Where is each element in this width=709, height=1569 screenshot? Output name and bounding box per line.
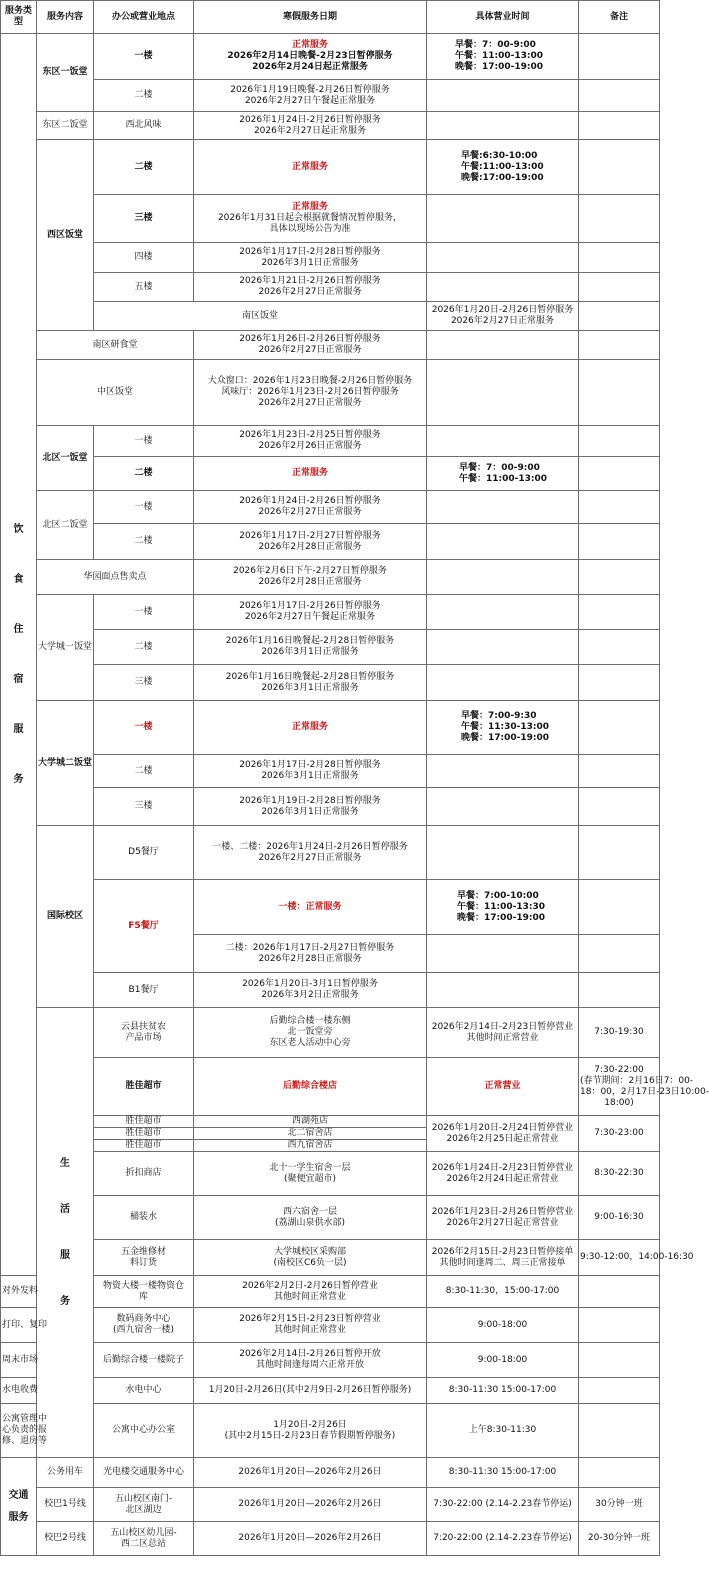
car-date: 2026年1月20日—2026年2月26日 bbox=[194, 1458, 427, 1488]
note-cell bbox=[579, 112, 660, 140]
table-row bbox=[1, 524, 660, 560]
intl-f5-date-1: 一楼：正常服务 bbox=[194, 880, 427, 935]
apartment-date: 1月20日-2月26日 (其中2月15日-2月23日春节假期暂停服务) bbox=[194, 1404, 427, 1458]
utility-date: 1月20日-2月26日(其中2月9日-2月26日暂停服务) bbox=[194, 1378, 427, 1404]
market-name: 云县扶贫农 产品市场 bbox=[94, 1008, 194, 1058]
east1-f1-date: 正常服务 2026年2月14日晚餐-2月23日暂停服务 2026年2月24日起正常服务 bbox=[194, 34, 427, 80]
bus1-name: 校巴1号线 bbox=[37, 1488, 94, 1522]
intl-hours: 早餐：7:00-10:00 午餐：11:00-13:30 晚餐：17:00-19:00 bbox=[427, 880, 579, 935]
water-time: 9:00-16:30 bbox=[579, 1196, 660, 1240]
east1-name: 东区一饭堂 bbox=[37, 34, 94, 112]
east1-f2-place: 二楼 bbox=[94, 80, 194, 112]
table-row bbox=[1, 560, 660, 595]
time-cell bbox=[427, 755, 579, 788]
note-cell bbox=[579, 491, 660, 524]
discount-time: 8:30-22:30 bbox=[579, 1152, 660, 1196]
table-row bbox=[1, 595, 660, 630]
shengjia1-name: 胜佳超市 bbox=[94, 1058, 194, 1116]
time-cell bbox=[427, 665, 579, 701]
note-cell bbox=[579, 826, 660, 880]
table-row bbox=[1, 1196, 660, 1240]
note-cell bbox=[579, 935, 660, 973]
time-cell bbox=[427, 273, 579, 302]
uc2-f2-place: 二楼 bbox=[94, 755, 194, 788]
west-f5-place: 五楼 bbox=[94, 273, 194, 302]
hardware-date: 2026年2月15日-2月23日暂停接单 其他时间逢周二、周三正常接单 bbox=[427, 1240, 579, 1276]
uc1-f1-place: 一楼 bbox=[94, 595, 194, 630]
bus2-name: 校巴2号线 bbox=[37, 1522, 94, 1556]
discount-place: 北十一学生宿舍一层 (聚便宜超市) bbox=[194, 1152, 427, 1196]
weekend-place: 后勤综合楼一楼院子 bbox=[94, 1343, 194, 1378]
water-date: 2026年1月23日-2月26日暂停营业 2026年2月27日起正常营业 bbox=[427, 1196, 579, 1240]
west-f2-date: 正常服务 bbox=[194, 140, 427, 195]
header-type: 服务类型 bbox=[1, 1, 37, 34]
car-time: 8:30-11:30 15:00-17:00 bbox=[427, 1458, 579, 1488]
shengjia2-name: 胜佳超市 bbox=[94, 1116, 194, 1128]
car-name: 公务用车 bbox=[37, 1458, 94, 1488]
note-cell bbox=[579, 1343, 660, 1378]
table-row bbox=[1, 1522, 660, 1556]
bus1-note: 30分钟一班 bbox=[579, 1488, 660, 1522]
uc1-f3-place: 三楼 bbox=[94, 665, 194, 701]
category-traffic: 交通 服务 bbox=[1, 1458, 37, 1556]
uc1-name: 大学城一饭堂 bbox=[37, 595, 94, 701]
note-cell bbox=[579, 755, 660, 788]
shengjia3-time: 7:30-23:00 bbox=[579, 1116, 660, 1152]
category-catering: 饮 食 住 宿 服 务 bbox=[1, 34, 37, 1276]
uc1-f2-date: 2026年1月16日晚餐起-2月28日暂停服务 2026年3月1日正常服务 bbox=[194, 630, 427, 665]
table-row bbox=[1, 243, 660, 273]
table-row bbox=[1, 112, 660, 140]
table-row bbox=[1, 826, 660, 880]
time-cell bbox=[427, 426, 579, 457]
intl-d5-place: D5餐厅 bbox=[94, 826, 194, 880]
water-name: 桶装水 bbox=[94, 1196, 194, 1240]
north1-name: 北区一饭堂 bbox=[37, 426, 94, 491]
category-life: 生 活 服 务 bbox=[37, 1008, 94, 1458]
note-cell bbox=[579, 665, 660, 701]
table-row bbox=[1, 1458, 660, 1488]
west-name: 西区饭堂 bbox=[37, 140, 94, 331]
bus2-date: 2026年1月20日—2026年2月26日 bbox=[194, 1522, 427, 1556]
header-note: 备注 bbox=[579, 1, 660, 34]
time-cell bbox=[427, 630, 579, 665]
table-row bbox=[1, 1343, 660, 1378]
header-content: 服务内容 bbox=[37, 1, 94, 34]
utility-name: 水电收费 bbox=[1, 1378, 37, 1404]
weekend-date: 2026年2月14日-2月26日暂停开放 其他时间逢每周六正常开放 bbox=[194, 1343, 427, 1378]
shengjia2-place: 西湖苑店 bbox=[194, 1116, 427, 1128]
bus1-time: 7:30-22:00 (2.14-2.23春节停运) bbox=[427, 1488, 579, 1522]
uc2-f1-place: 一楼 bbox=[94, 701, 194, 755]
shengjia4-place: 西九宿舍店 bbox=[194, 1140, 427, 1152]
note-cell bbox=[579, 1378, 660, 1404]
time-cell bbox=[427, 595, 579, 630]
south-place: 南区饭堂 bbox=[94, 302, 427, 331]
shengjia1-time: 7:30-22:00 (春节期间：2月16日7：00- 18：00，2月17日-23日10:00- 18:00) bbox=[579, 1058, 660, 1116]
west-f5-date: 2026年1月21日-2月26日暂停服务 2026年2月27日正常服务 bbox=[194, 273, 427, 302]
north2-f2-place: 二楼 bbox=[94, 524, 194, 560]
print-name: 打印、复印 bbox=[1, 1308, 37, 1343]
table-row bbox=[1, 1308, 660, 1343]
market-date: 2026年2月14日-2月23日暂停营业 其他时间正常营业 bbox=[427, 1008, 579, 1058]
west-f4-place: 四楼 bbox=[94, 243, 194, 273]
time-cell bbox=[427, 935, 579, 973]
uc1-f2-place: 二楼 bbox=[94, 630, 194, 665]
middle-place: 中区饭堂 bbox=[37, 360, 194, 426]
note-cell bbox=[579, 524, 660, 560]
table-row bbox=[1, 1378, 660, 1404]
note-cell bbox=[579, 273, 660, 302]
uc2-f1-date: 正常服务 bbox=[194, 701, 427, 755]
west-f3-place: 三楼 bbox=[94, 195, 194, 243]
table-row bbox=[1, 1276, 660, 1308]
table-row bbox=[1, 880, 660, 935]
discount-name: 折扣商店 bbox=[94, 1152, 194, 1196]
note-cell bbox=[579, 630, 660, 665]
note-cell bbox=[579, 34, 660, 80]
table-row bbox=[1, 457, 660, 491]
note-cell bbox=[579, 595, 660, 630]
north2-name: 北区二饭堂 bbox=[37, 491, 94, 560]
supply-place: 物资大楼一楼物资仓 库 bbox=[94, 1276, 194, 1308]
uc1-f3-date: 2026年1月16日晚餐起-2月28日暂停服务 2026年3月1日正常服务 bbox=[194, 665, 427, 701]
table-row bbox=[1, 1152, 660, 1196]
hardware-time: 9:30-12:00，14:00-16:30 bbox=[579, 1240, 660, 1276]
table-row bbox=[1, 665, 660, 701]
bus2-note: 20-30分钟一班 bbox=[579, 1522, 660, 1556]
table-row bbox=[1, 1116, 660, 1128]
north1-f1-date: 2026年1月23日-2月25日暂停服务 2026年2月26日正常服务 bbox=[194, 426, 427, 457]
east2-name: 东区二饭堂 bbox=[37, 112, 94, 140]
shengjia3-date: 2026年1月20日-2月24日暂停营业 2026年2月25日起正常营业 bbox=[427, 1116, 579, 1152]
table-row bbox=[1, 1008, 660, 1058]
north1-f2-date: 正常服务 bbox=[194, 457, 427, 491]
uc2-hours: 早餐：7:00-9:30 午餐：11:30-13:00 晚餐：17:00-19:00 bbox=[427, 701, 579, 755]
shengjia1-place: 后勤综合楼店 bbox=[194, 1058, 427, 1116]
note-cell bbox=[579, 701, 660, 755]
east1-f2-date: 2026年1月19日晚餐-2月26日暂停服务 2026年2月27日午餐起正常服务 bbox=[194, 80, 427, 112]
hardware-place: 大学城校区采购部 (南校区C6负一层) bbox=[194, 1240, 427, 1276]
east1-hours: 早餐：7：00-9:00 午餐：11:00-13:00 晚餐：17:00-19:00 bbox=[427, 34, 579, 80]
header-date: 寒假服务日期 bbox=[194, 1, 427, 34]
north1-f1-place: 一楼 bbox=[94, 426, 194, 457]
north2-f1-date: 2026年1月24日-2月26日暂停服务 2026年2月27日正常服务 bbox=[194, 491, 427, 524]
table-row bbox=[1, 1404, 660, 1458]
time-cell bbox=[427, 360, 579, 426]
intl-d5-date: 一楼、二楼：2026年1月24日-2月26日暂停服务 2026年2月27日正常服务 bbox=[194, 826, 427, 880]
time-cell bbox=[579, 302, 660, 331]
table-row bbox=[1, 426, 660, 457]
print-place: 数码商务中心 (西九宿舍一楼) bbox=[94, 1308, 194, 1343]
intl-b1-date: 2026年1月20日-3月1日暂停服务 2026年3月2日正常服务 bbox=[194, 973, 427, 1008]
uc2-f2-date: 2026年1月17日-2月28日暂停服务 2026年3月1日正常服务 bbox=[194, 755, 427, 788]
intl-b1-place: B1餐厅 bbox=[94, 973, 194, 1008]
time-cell bbox=[427, 491, 579, 524]
southgrad-date: 2026年1月26日-2月26日暂停服务 2026年2月27日正常服务 bbox=[194, 331, 427, 360]
shengjia3-name: 胜佳超市 bbox=[94, 1128, 194, 1140]
print-date: 2026年2月15日-2月23日暂停营业 其他时间正常营业 bbox=[194, 1308, 427, 1343]
intl-f5-place: F5餐厅 bbox=[94, 880, 194, 973]
shengjia1-date: 正常营业 bbox=[427, 1058, 579, 1116]
bus1-date: 2026年1月20日—2026年2月26日 bbox=[194, 1488, 427, 1522]
market-place: 后勤综合楼一楼东侧 北一饭堂旁 东区老人活动中心旁 bbox=[194, 1008, 427, 1058]
intl-f5-date-2: 二楼：2026年1月17日-2月27日暂停服务 2026年2月28日正常服务 bbox=[194, 935, 427, 973]
header-time: 具体营业时间 bbox=[427, 1, 579, 34]
time-cell bbox=[427, 788, 579, 826]
time-cell bbox=[427, 243, 579, 273]
south-date: 2026年1月20日-2月26日暂停服务 2026年2月27日正常服务 bbox=[427, 302, 579, 331]
note-cell bbox=[579, 195, 660, 243]
note-cell bbox=[579, 426, 660, 457]
note-cell bbox=[579, 457, 660, 491]
table-row bbox=[1, 1058, 660, 1116]
note-cell bbox=[579, 880, 660, 935]
table-row bbox=[1, 1240, 660, 1276]
car-place: 光电楼交通服务中心 bbox=[94, 1458, 194, 1488]
time-cell bbox=[427, 524, 579, 560]
time-cell bbox=[427, 826, 579, 880]
time-cell bbox=[427, 973, 579, 1008]
note-cell bbox=[579, 560, 660, 595]
time-cell bbox=[427, 195, 579, 243]
note-cell bbox=[579, 1276, 660, 1308]
west-f3-date: 正常服务 2026年1月31日起会根据就餐情况暂停服务， 具体以现场公告为准 bbox=[194, 195, 427, 243]
header-place: 办公或营业地点 bbox=[94, 1, 194, 34]
west-f2-place: 二楼 bbox=[94, 140, 194, 195]
east1-f1-place: 一楼 bbox=[94, 34, 194, 80]
header-row bbox=[1, 1, 660, 34]
table-row bbox=[1, 273, 660, 302]
weekend-name: 周末市场 bbox=[1, 1343, 37, 1378]
table-row bbox=[1, 34, 660, 80]
note-cell bbox=[579, 140, 660, 195]
apartment-place: 公寓中心办公室 bbox=[94, 1404, 194, 1458]
uc2-name: 大学城二饭堂 bbox=[37, 701, 94, 826]
utility-place: 水电中心 bbox=[94, 1378, 194, 1404]
table-row bbox=[1, 80, 660, 112]
note-cell bbox=[579, 80, 660, 112]
southgrad-place: 南区研食堂 bbox=[37, 331, 194, 360]
north2-f1-place: 一楼 bbox=[94, 491, 194, 524]
print-time: 9:00-18:00 bbox=[427, 1308, 579, 1343]
middle-date: 大众窗口：2026年1月23日晚餐-2月26日暂停服务 风味厅：2026年1月23日-2月26日暂停服务 2026年2月27日正常服务 bbox=[194, 360, 427, 426]
time-cell bbox=[427, 80, 579, 112]
market-time: 7:30-19:30 bbox=[579, 1008, 660, 1058]
note-cell bbox=[579, 1404, 660, 1458]
bus2-place: 五山校区幼儿园- 西二区总站 bbox=[94, 1522, 194, 1556]
discount-date: 2026年1月24日-2月23日暂停营业 2026年2月24日起正常营业 bbox=[427, 1152, 579, 1196]
supply-name: 对外发料 bbox=[1, 1276, 37, 1308]
time-cell bbox=[427, 112, 579, 140]
table-row bbox=[1, 973, 660, 1008]
north2-f2-date: 2026年1月17日-2月27日暂停服务 2026年2月28日正常服务 bbox=[194, 524, 427, 560]
intl-name: 国际校区 bbox=[37, 826, 94, 1008]
west-hours: 早餐:6:30-10:00 午餐:11:00-13:00 晚餐:17:00-19:00 bbox=[427, 140, 579, 195]
table-row bbox=[1, 491, 660, 524]
north1-hours: 早餐：7：00-9:00 午餐：11:00-13:00 bbox=[427, 457, 579, 491]
east2-date: 2026年1月24日-2月26日暂停服务 2026年2月27日起正常服务 bbox=[194, 112, 427, 140]
note-cell bbox=[579, 360, 660, 426]
uc1-f1-date: 2026年1月17日-2月26日暂停服务 2026年2月27日午餐起正常服务 bbox=[194, 595, 427, 630]
table-row bbox=[1, 140, 660, 195]
table-row bbox=[1, 1488, 660, 1522]
north1-f2-place: 二楼 bbox=[94, 457, 194, 491]
note-cell bbox=[579, 243, 660, 273]
apartment-name: 公寓管理中 心负责的报 修、退房等 bbox=[1, 1404, 37, 1458]
table-row bbox=[1, 630, 660, 665]
note-cell bbox=[579, 973, 660, 1008]
note-cell bbox=[579, 1458, 660, 1488]
shengjia4-name: 胜佳超市 bbox=[94, 1140, 194, 1152]
table-row bbox=[1, 755, 660, 788]
supply-date: 2026年2月2日-2月26日暂停营业 其他时间正常营业 bbox=[194, 1276, 427, 1308]
time-cell bbox=[427, 331, 579, 360]
west-f4-date: 2026年1月17日-2月28日暂停服务 2026年3月1日正常服务 bbox=[194, 243, 427, 273]
table-row bbox=[1, 331, 660, 360]
water-place: 西六宿舍一层 (荔湖山泉供水部) bbox=[194, 1196, 427, 1240]
note-cell bbox=[579, 788, 660, 826]
uc2-f3-place: 三楼 bbox=[94, 788, 194, 826]
east2-place: 西北风味 bbox=[94, 112, 194, 140]
supply-time: 8:30-11:30，15:00-17:00 bbox=[427, 1276, 579, 1308]
time-cell bbox=[427, 560, 579, 595]
weekend-time: 9:00-18:00 bbox=[427, 1343, 579, 1378]
bakery-date: 2026年2月6日下午-2月27日暂停服务 2026年2月28日正常服务 bbox=[194, 560, 427, 595]
uc2-f3-date: 2026年1月19日-2月28日暂停服务 2026年3月1日正常服务 bbox=[194, 788, 427, 826]
note-cell bbox=[579, 1308, 660, 1343]
bus1-place: 五山校区南门- 北区湖边 bbox=[94, 1488, 194, 1522]
apartment-time: 上午8:30-11:30 bbox=[427, 1404, 579, 1458]
bus2-time: 7:20-22:00 (2.14-2.23春节停运) bbox=[427, 1522, 579, 1556]
utility-time: 8:30-11:30 15:00-17:00 bbox=[427, 1378, 579, 1404]
table-row bbox=[1, 788, 660, 826]
table-row bbox=[1, 701, 660, 755]
hardware-name: 五金维修材 料订货 bbox=[94, 1240, 194, 1276]
bakery-place: 华园面点售卖点 bbox=[37, 560, 194, 595]
table-row bbox=[1, 302, 660, 331]
table-row bbox=[1, 360, 660, 426]
table-row bbox=[1, 195, 660, 243]
note-cell bbox=[579, 331, 660, 360]
shengjia3-place: 北二宿舍店 bbox=[194, 1128, 427, 1140]
